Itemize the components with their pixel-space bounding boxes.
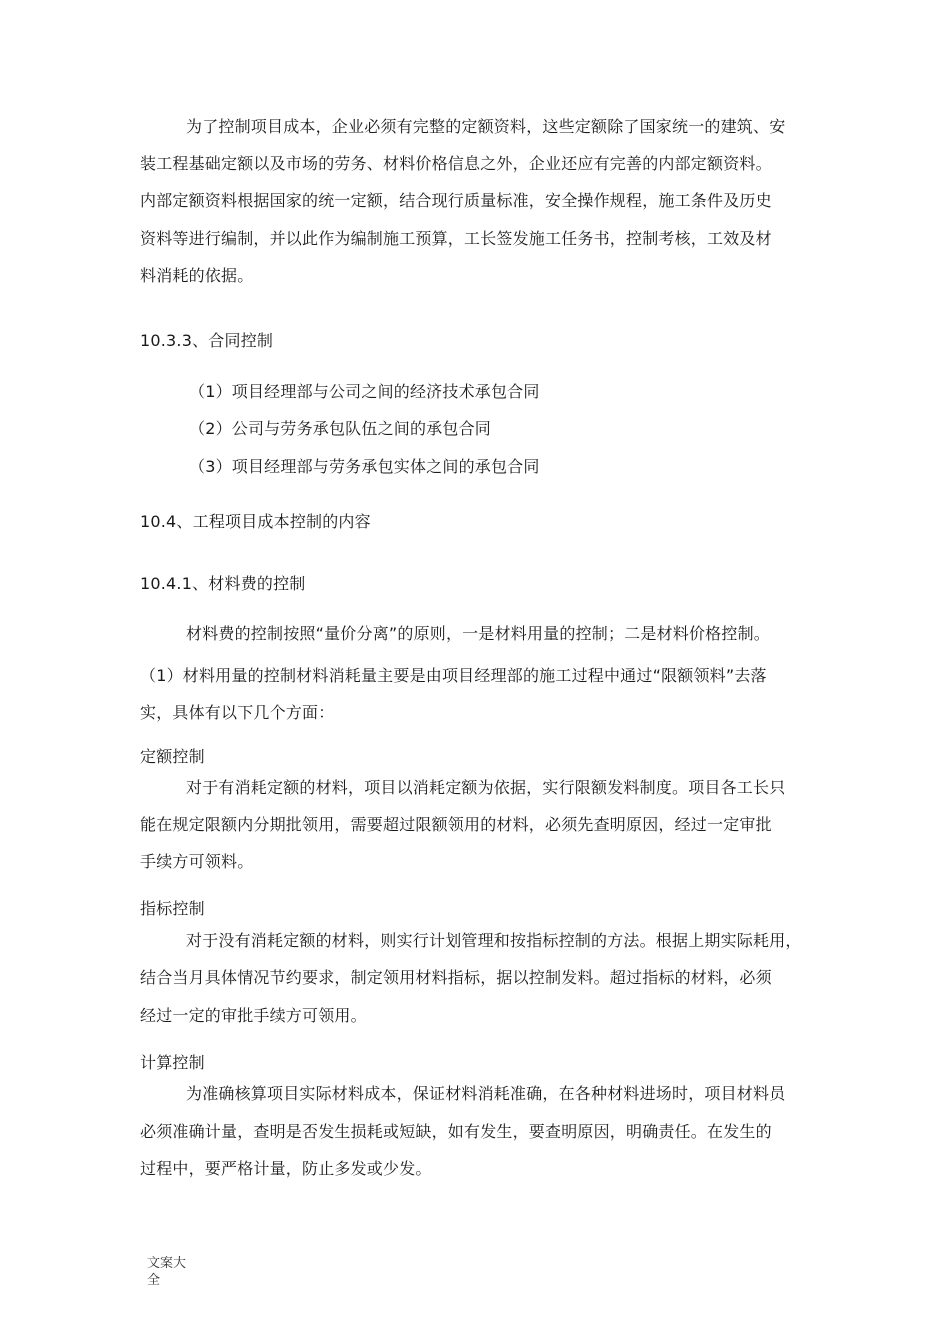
indicator-line-3: 经过一定的审批手续方可领用。 — [140, 1006, 367, 1025]
calculation-line-1: 为准确核算项目实际材料成本，保证材料消耗准确，在各种材料进场时，项目材料员 — [186, 1084, 786, 1103]
quota-line-2: 能在规定限额内分期批领用，需要超过限额领用的材料，必须先查明原因，经过一定审批 — [140, 815, 772, 834]
material-item1-line-1: （1）材料用量的控制材料消耗量主要是由项目经理部的施工过程中通过“限额领料”去落 — [140, 666, 767, 685]
indicator-heading: 指标控制 — [140, 899, 205, 918]
heading-10-3-3: 10.3.3、合同控制 — [140, 331, 274, 350]
quota-line-1: 对于有消耗定额的材料，项目以消耗定额为依据，实行限额发料制度。项目各工长只 — [186, 778, 786, 797]
heading-10-4: 10.4、工程项目成本控制的内容 — [140, 512, 371, 531]
intro-line-4: 资料等进行编制，并以此作为编制施工预算，工长签发施工任务书，控制考核，工效及材 — [140, 229, 772, 248]
intro-line-2: 装工程基础定额以及市场的劳务、材料价格信息之外，企业还应有完善的内部定额资料。 — [140, 154, 772, 173]
contract-item-2: （2）公司与劳务承包队伍之间的承包合同 — [189, 419, 491, 438]
page-footer: 文案大全 — [147, 1256, 187, 1288]
intro-line-1: 为了控制项目成本，企业必须有完整的定额资料，这些定额除了国家统一的建筑、安 — [186, 117, 786, 136]
contract-item-3: （3）项目经理部与劳务承包实体之间的承包合同 — [189, 457, 540, 476]
calculation-line-3: 过程中，要严格计量，防止多发或少发。 — [140, 1159, 432, 1178]
material-intro: 材料费的控制按照“量价分离”的原则，一是材料用量的控制；二是材料价格控制。 — [186, 624, 770, 643]
quota-heading: 定额控制 — [140, 747, 205, 766]
quota-line-3: 手续方可领料。 — [140, 852, 254, 871]
heading-10-4-1: 10.4.1、材料费的控制 — [140, 574, 306, 593]
indicator-line-1: 对于没有消耗定额的材料，则实行计划管理和按指标控制的方法。根据上期实际耗用， — [186, 931, 802, 950]
contract-item-1: （1）项目经理部与公司之间的经济技术承包合同 — [189, 382, 540, 401]
intro-line-5: 料消耗的依据。 — [140, 266, 254, 285]
calculation-heading: 计算控制 — [140, 1053, 205, 1072]
material-item1-line-2: 实，具体有以下几个方面： — [140, 703, 335, 722]
calculation-line-2: 必须准确计量，查明是否发生损耗或短缺，如有发生，要查明原因，明确责任。在发生的 — [140, 1122, 772, 1141]
indicator-line-2: 结合当月具体情况节约要求，制定领用材料指标，据以控制发料。超过指标的材料，必须 — [140, 968, 772, 987]
intro-line-3: 内部定额资料根据国家的统一定额，结合现行质量标准，安全操作规程，施工条件及历史 — [140, 191, 772, 210]
